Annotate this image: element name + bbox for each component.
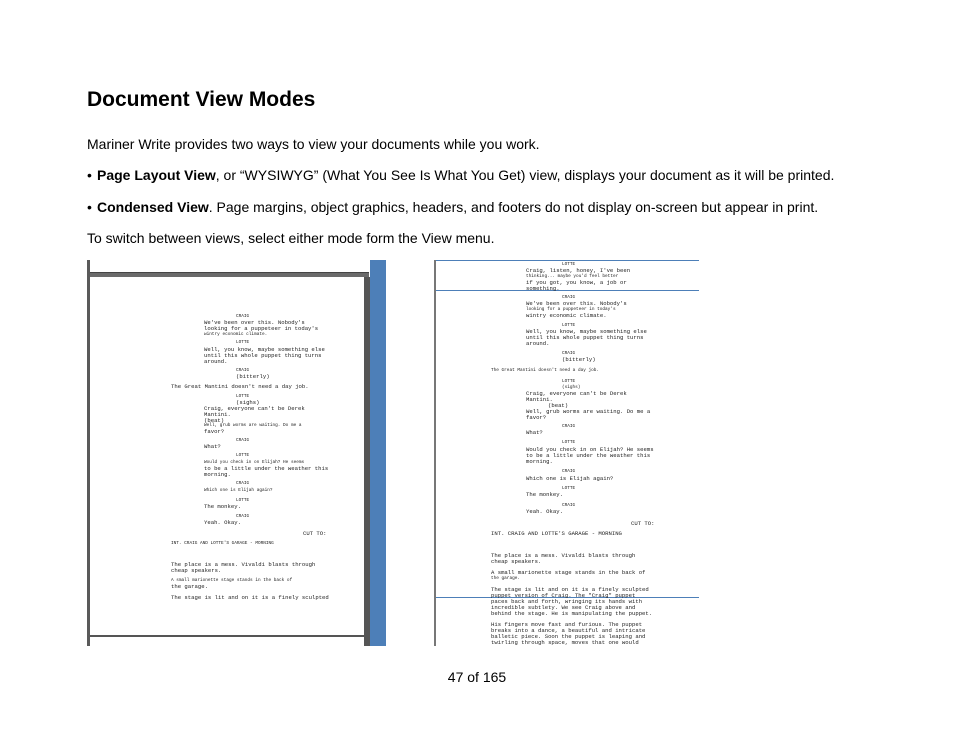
script-line: twirling through space, moves that one would xyxy=(491,639,639,646)
script-line: (sighs) xyxy=(236,399,260,406)
script-line: LOTTE xyxy=(562,440,576,445)
script-line: His fingers move fast and furious. The puppet xyxy=(491,621,643,628)
script-line: looking for a puppeteer in today's xyxy=(204,325,319,332)
script-line: around. xyxy=(204,358,228,365)
script-line: (bitterly) xyxy=(562,356,596,363)
window-left-border xyxy=(434,260,436,646)
script-line: LOTTE xyxy=(236,394,250,399)
script-line: breaks into a dance, a beautiful and intricate xyxy=(491,627,646,634)
script-line: We've been over this. Nobody's xyxy=(526,300,627,307)
intro-paragraph: Mariner Write provides two ways to view your documents while you work. xyxy=(87,136,540,152)
script-line: morning. xyxy=(204,471,231,478)
script-line: incredible subtlety. We see Craig above and xyxy=(491,604,636,611)
script-line: CRAIG xyxy=(562,295,576,300)
script-line: The Great Mantini doesn't need a day job. xyxy=(171,383,309,390)
switch-paragraph: To switch between views, select either mode form the View menu. xyxy=(87,230,495,246)
script-line: LOTTE xyxy=(562,379,576,384)
script-line: LOTTE xyxy=(562,486,576,491)
document-page xyxy=(92,279,363,634)
script-line: balletic piece. Soon the puppet is leaping and xyxy=(491,633,646,640)
script-line: A small marionette stage stands in the back of xyxy=(491,569,646,576)
script-line: behind the stage. He is manipulating the puppet. xyxy=(491,610,653,617)
script-line: Well, grub worms are waiting. Do me a xyxy=(526,408,651,415)
page-bottom-border xyxy=(90,635,366,637)
script-line: We've been over this. Nobody's xyxy=(204,319,305,326)
script-line: something. xyxy=(526,285,560,292)
script-line: Well, you know, maybe something else xyxy=(204,346,325,353)
script-line: until this whole puppet thing turns xyxy=(204,352,322,359)
script-line: favor? xyxy=(526,414,547,421)
script-line: (beat) xyxy=(548,402,569,409)
script-line: Which one is Elijah again? xyxy=(526,475,614,482)
script-line: The stage is lit and on it is a finely sculpted xyxy=(171,594,329,601)
script-line: wintry economic climate. xyxy=(526,312,607,319)
script-line: LOTTE xyxy=(236,453,250,458)
script-line: around. xyxy=(526,340,550,347)
script-line: CRAIG xyxy=(236,368,250,373)
script-line: if you got, you know, a job or xyxy=(526,279,627,286)
script-line: the garage. xyxy=(171,583,208,590)
bullet-marker: • xyxy=(87,199,92,215)
bullet-text: . Page margins, object graphics, headers, and footers do not display on-screen but appear in print. xyxy=(208,199,819,215)
script-line: The monkey. xyxy=(204,503,241,510)
page-title: Document View Modes xyxy=(87,88,316,111)
document-page xyxy=(438,260,699,646)
script-line: The stage is lit and on it is a finely sculpted xyxy=(491,586,649,593)
script-line: (beat) xyxy=(204,417,225,424)
script-line: to be a little under the weather this xyxy=(204,465,329,472)
page-layout-screenshot xyxy=(87,260,386,646)
script-line: CRAIG xyxy=(236,438,250,443)
script-line: puppet version of Craig. The "Craig" puppet xyxy=(491,592,636,599)
window-background xyxy=(370,260,386,646)
script-line: A small marionette stage stands in the back of xyxy=(171,578,293,583)
page-number: 47 of 165 xyxy=(447,669,507,685)
script-line: What? xyxy=(204,443,221,450)
script-line: The monkey. xyxy=(526,491,563,498)
script-line: LOTTE xyxy=(562,262,576,267)
condensed-view-screenshot xyxy=(434,260,699,646)
script-line: CRAIG xyxy=(236,481,250,486)
script-line: looking for a puppeteer in today's xyxy=(526,307,616,312)
script-line: LOTTE xyxy=(236,340,250,345)
script-line: Well, you know, maybe something else xyxy=(526,328,647,335)
script-line: LOTTE xyxy=(236,498,250,503)
bullet-term: Condensed View xyxy=(97,199,209,215)
script-line: Yeah. Okay. xyxy=(526,508,563,515)
script-line: CRAIG xyxy=(236,314,250,319)
script-line: Craig, everyone can't be Derek xyxy=(526,390,627,397)
script-line: Would you check in on Elijah? He seems xyxy=(204,460,305,465)
script-line: CRAIG xyxy=(562,424,576,429)
script-line: to be a little under the weather this xyxy=(526,452,651,459)
script-line: INT. CRAIG AND LOTTE'S GARAGE - MORNING xyxy=(171,541,274,546)
script-line: thinking... maybe you'd feel better xyxy=(526,274,619,279)
bullet-text: , or “WYSIWYG” (What You See Is What You Get) view, displays your document as it will be printed. xyxy=(215,167,835,183)
script-line: Mantini. xyxy=(526,396,553,403)
script-line: Yeah. Okay. xyxy=(204,519,241,526)
script-line: cheap speakers. xyxy=(491,558,542,565)
window-top-bar xyxy=(87,260,369,273)
bullet-marker: • xyxy=(87,167,92,183)
script-line: The Great Mantini doesn't need a day job. xyxy=(491,368,600,373)
script-line: What? xyxy=(526,429,543,436)
script-line: The place is a mess. Vivaldi blasts through xyxy=(491,552,636,559)
script-line: cheap speakers. xyxy=(171,567,222,574)
script-line: morning. xyxy=(526,458,553,465)
script-line: CUT TO: xyxy=(631,520,655,527)
bullet-condensed xyxy=(87,199,818,215)
script-line: Well, grub worms are waiting. Do me a xyxy=(204,423,302,428)
window-left-border xyxy=(87,260,90,646)
script-line: CUT TO: xyxy=(303,530,327,537)
script-line: Would you check in on Elijah? He seems xyxy=(526,446,654,453)
script-line: the garage. xyxy=(491,576,520,581)
script-line: (sighs) xyxy=(562,385,581,390)
script-line: paces back and forth, wringing its hands with xyxy=(491,598,643,605)
script-line: CRAIG xyxy=(236,514,250,519)
script-line: CRAIG xyxy=(562,503,576,508)
script-line: The place is a mess. Vivaldi blasts through xyxy=(171,561,316,568)
script-line: Craig, everyone can't be Derek xyxy=(204,405,305,412)
script-line: CRAIG xyxy=(562,469,576,474)
script-line: favor? xyxy=(204,428,225,435)
window-top-border xyxy=(90,273,369,277)
script-line: LOTTE xyxy=(562,323,576,328)
script-line: Craig, listen, honey, I've been xyxy=(526,267,631,274)
bullet-page-layout xyxy=(87,167,834,183)
bullet-term: Page Layout View xyxy=(97,167,216,183)
script-line: wintry economic climate. xyxy=(204,332,268,337)
script-line: until this whole puppet thing turns xyxy=(526,334,644,341)
script-line: Which one is Elijah again? xyxy=(204,488,273,493)
script-line: Mantini. xyxy=(204,411,231,418)
script-line: CRAIG xyxy=(562,351,576,356)
script-line: (bitterly) xyxy=(236,373,270,380)
script-line: INT. CRAIG AND LOTTE'S GARAGE - MORNING xyxy=(491,530,622,537)
